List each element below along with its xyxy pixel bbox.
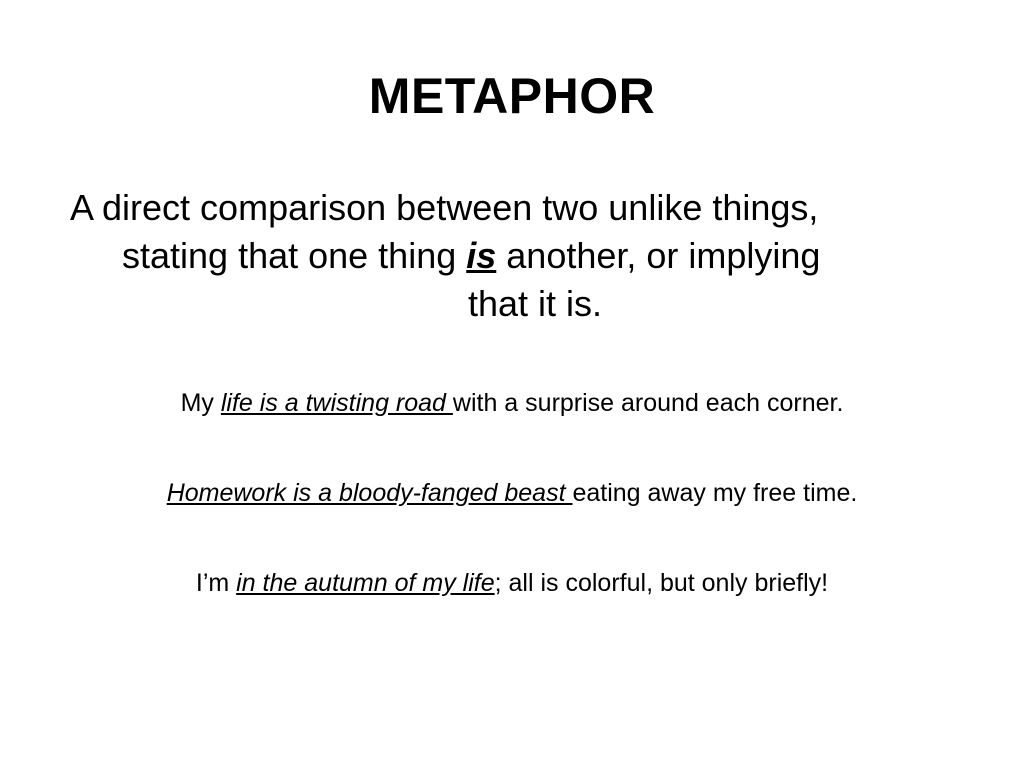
definition-line-1: A direct comparison between two unlike things, bbox=[70, 187, 819, 228]
example-3-metaphor: in the autumn of my life bbox=[236, 569, 495, 597]
definition-line-2-end: another, or implying bbox=[496, 235, 821, 276]
definition-line-2-start: stating that one thing bbox=[122, 235, 467, 276]
example-1-metaphor: life is a twisting road bbox=[220, 389, 453, 417]
slide-title: METAPHOR bbox=[368, 68, 656, 124]
example-2-after: eating away my free time. bbox=[572, 479, 858, 507]
example-2-metaphor: Homework is a bloody-fanged beast bbox=[166, 479, 573, 507]
example-1-after: with a surprise around each corner. bbox=[452, 389, 844, 417]
example-3 bbox=[0, 566, 1024, 600]
example-3-after: ; all is colorful, but only briefly! bbox=[494, 569, 829, 597]
example-1-before: My bbox=[180, 389, 221, 417]
definition-line-2 bbox=[70, 232, 960, 280]
definition-line-3: that it is. bbox=[467, 283, 603, 324]
definition-text bbox=[70, 184, 960, 328]
definition-emphasis: is bbox=[466, 235, 497, 276]
example-1 bbox=[0, 386, 1024, 420]
example-2 bbox=[0, 476, 1024, 510]
example-3-before: I’m bbox=[195, 569, 237, 597]
